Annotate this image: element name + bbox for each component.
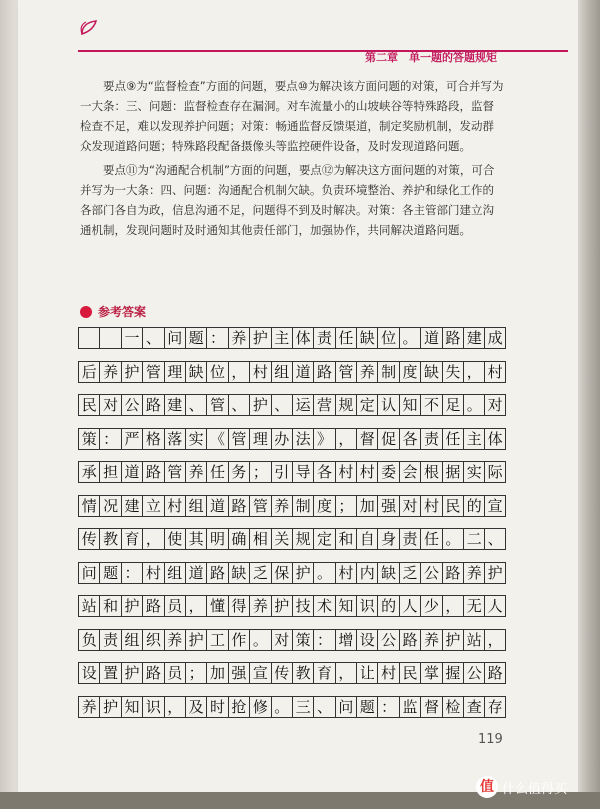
grid-cell: 养 [249, 595, 270, 617]
page-number: 119 [478, 732, 503, 747]
grid-cell: 负 [78, 629, 99, 651]
grid-cell: 问 [335, 696, 356, 718]
grid-cell: ， [164, 696, 185, 718]
page-right-edge [578, 0, 600, 809]
grid-cell: 护 [249, 394, 270, 416]
grid-cell: 养 [78, 696, 99, 718]
grid-cell: 主 [463, 428, 484, 450]
grid-cell: 传 [271, 662, 292, 684]
grid-cell: 组 [121, 629, 142, 651]
grid-cell: ， [463, 361, 484, 383]
grid-cell: 护 [121, 595, 142, 617]
grid-cell: 养 [99, 361, 120, 383]
grid-cell: 育 [313, 662, 334, 684]
grid-row [78, 595, 506, 629]
grid-cell: 护 [185, 629, 206, 651]
grid-cell: 村 [484, 361, 505, 383]
grid-cell: 管 [249, 495, 270, 517]
grid-cell: 存 [484, 696, 505, 718]
grid-cell: 组 [271, 361, 292, 383]
grid-cell: 。 [463, 394, 484, 416]
answer-grid [78, 327, 506, 729]
paragraph-1: 要点⑨为“监督检查”方面的问题，要点⑩为解决该方面问题的对策，可合并写为一大条：三、问题：监督检查存在漏洞。对车流量小的山坡峡谷等特殊路段，监督检查不足，难以发现养护问题；对策：畅通监督反馈渠道，制定奖励机制，发动群众发现道路问题；特殊路段配备摄像头等监控硬件设备，及时发现道路问题。 [80, 79, 504, 153]
grid-cell: 知 [399, 394, 420, 416]
grid-cell: 知 [121, 696, 142, 718]
grid-cell: 的 [463, 495, 484, 517]
grid-cell: 确 [228, 528, 249, 550]
grid-cell: 缺 [420, 361, 441, 383]
grid-cell: 、 [484, 528, 505, 550]
grid-cell: 自 [356, 528, 377, 550]
grid-row [78, 662, 506, 696]
grid-cell: 识 [142, 696, 163, 718]
grid-cell: ， [335, 662, 356, 684]
grid-cell: ： [99, 428, 120, 450]
grid-cell: 护 [271, 595, 292, 617]
grid-row [78, 562, 506, 596]
grid-cell: 掌 [420, 662, 441, 684]
grid-cell: ； [335, 495, 356, 517]
grid-cell: 公 [377, 629, 398, 651]
grid-cell: 让 [356, 662, 377, 684]
grid-cell: 内 [356, 562, 377, 584]
grid-cell: 护 [99, 696, 120, 718]
grid-cell: 认 [377, 394, 398, 416]
grid-cell: 作 [228, 629, 249, 651]
grid-cell: 落 [164, 428, 185, 450]
grid-cell: 会 [399, 461, 420, 483]
grid-cell: 路 [399, 629, 420, 651]
grid-row [78, 629, 506, 663]
grid-cell: 实 [463, 461, 484, 483]
grid-cell: 严 [121, 428, 142, 450]
grid-cell: ， [185, 595, 206, 617]
grid-cell: 加 [206, 662, 227, 684]
grid-cell: 法 [292, 428, 313, 450]
grid-cell: 站 [78, 595, 99, 617]
grid-cell: 公 [420, 562, 441, 584]
grid-cell: 立 [142, 495, 163, 517]
grid-row [78, 528, 506, 562]
grid-row [78, 461, 506, 495]
grid-cell: 和 [335, 528, 356, 550]
grid-cell: 护 [121, 361, 142, 383]
grid-cell: 宣 [249, 662, 270, 684]
grid-cell: 路 [142, 595, 163, 617]
grid-cell: 成 [484, 327, 505, 349]
grid-cell: 道 [292, 361, 313, 383]
grid-cell: 失 [442, 361, 463, 383]
grid-cell: 体 [484, 428, 505, 450]
grid-cell: 组 [185, 495, 206, 517]
grid-cell: 员 [164, 662, 185, 684]
grid-cell: 教 [99, 528, 120, 550]
grid-row [78, 394, 506, 428]
grid-cell: 村 [420, 495, 441, 517]
grid-cell: 导 [292, 461, 313, 483]
grid-cell: 不 [420, 394, 441, 416]
grid-cell: 村 [164, 495, 185, 517]
bullet-dot-icon [80, 306, 92, 318]
grid-row [78, 696, 506, 730]
grid-cell: 足 [442, 394, 463, 416]
grid-cell: 。 [249, 629, 270, 651]
grid-cell: 责 [420, 428, 441, 450]
grid-cell: 、 [228, 394, 249, 416]
grid-cell: 道 [121, 461, 142, 483]
grid-cell: ； [249, 461, 270, 483]
grid-cell: 路 [142, 461, 163, 483]
grid-cell: 况 [99, 495, 120, 517]
grid-cell: 题 [99, 562, 120, 584]
grid-cell: 护 [484, 562, 505, 584]
grid-cell: ： [206, 327, 227, 349]
grid-cell: 保 [271, 562, 292, 584]
grid-cell: 。 [399, 327, 420, 349]
grid-cell: 道 [185, 562, 206, 584]
grid-cell: 养 [271, 495, 292, 517]
grid-cell: 各 [399, 428, 420, 450]
grid-cell: 任 [420, 528, 441, 550]
grid-cell: 技 [292, 595, 313, 617]
grid-cell: 度 [399, 361, 420, 383]
grid-cell: 缺 [185, 361, 206, 383]
grid-cell: 管 [164, 461, 185, 483]
grid-cell: 任 [206, 461, 227, 483]
grid-cell: 养 [185, 461, 206, 483]
grid-cell: 一 [121, 327, 142, 349]
grid-cell: 据 [442, 461, 463, 483]
page-left-edge [0, 0, 18, 809]
grid-cell: 建 [463, 327, 484, 349]
grid-cell: 促 [377, 428, 398, 450]
grid-cell: ： [121, 562, 142, 584]
grid-cell: 道 [420, 327, 441, 349]
grid-cell: 。 [442, 528, 463, 550]
grid-cell: 养 [356, 361, 377, 383]
grid-cell: 身 [377, 528, 398, 550]
grid-cell: 人 [399, 595, 420, 617]
grid-cell: 督 [420, 696, 441, 718]
grid-cell: 加 [356, 495, 377, 517]
grid-cell: 工 [206, 629, 227, 651]
grid-cell: 后 [78, 361, 99, 383]
grid-cell: 对 [99, 394, 120, 416]
grid-cell: ， [142, 528, 163, 550]
grid-cell: 术 [313, 595, 334, 617]
grid-cell: 制 [377, 361, 398, 383]
grid-cell: 管 [142, 361, 163, 383]
grid-cell: 及 [185, 696, 206, 718]
answer-title: 参考答案 [98, 305, 147, 319]
grid-cell: 知 [335, 595, 356, 617]
grid-cell: 担 [99, 461, 120, 483]
grid-cell: 问 [164, 327, 185, 349]
grid-cell: 村 [356, 461, 377, 483]
grid-cell: ， [335, 428, 356, 450]
grid-cell: 情 [78, 495, 99, 517]
grid-cell: 理 [249, 428, 270, 450]
grid-cell: 村 [249, 361, 270, 383]
grid-row [78, 495, 506, 529]
grid-cell: 和 [99, 595, 120, 617]
grid-cell: ， [228, 361, 249, 383]
grid-cell: 建 [121, 495, 142, 517]
grid-cell: 修 [249, 696, 270, 718]
grid-cell: 公 [463, 662, 484, 684]
grid-cell: 少 [420, 595, 441, 617]
grid-cell: 二 [463, 528, 484, 550]
grid-cell: 际 [484, 461, 505, 483]
grid-cell: 三 [292, 696, 313, 718]
grid-cell: 相 [249, 528, 270, 550]
grid-cell: 养 [228, 327, 249, 349]
grid-cell: 》 [313, 428, 334, 450]
grid-cell: 规 [335, 394, 356, 416]
grid-cell: 增 [335, 629, 356, 651]
grid-cell [99, 327, 120, 349]
grid-cell: 问 [78, 562, 99, 584]
grid-cell: 养 [463, 562, 484, 584]
grid-row [78, 361, 506, 395]
grid-cell: 护 [442, 629, 463, 651]
grid-cell: 站 [463, 629, 484, 651]
grid-cell: 责 [313, 327, 334, 349]
grid-cell: 位 [377, 327, 398, 349]
leaf-icon [78, 18, 100, 36]
watermark-text: 什么值得买 [502, 781, 568, 797]
grid-cell: 管 [228, 428, 249, 450]
grid-cell: 村 [142, 562, 163, 584]
grid-cell: 运 [292, 394, 313, 416]
grid-cell: 养 [420, 629, 441, 651]
grid-cell: 管 [206, 394, 227, 416]
grid-cell: 委 [377, 461, 398, 483]
grid-cell [78, 327, 99, 349]
grid-cell: 缺 [356, 327, 377, 349]
grid-cell: 定 [356, 394, 377, 416]
grid-cell: 得 [228, 595, 249, 617]
grid-cell: 育 [121, 528, 142, 550]
grid-cell: 关 [271, 528, 292, 550]
grid-cell: 路 [206, 562, 227, 584]
grid-cell: 制 [292, 495, 313, 517]
grid-cell: 公 [121, 394, 142, 416]
grid-cell: 路 [142, 394, 163, 416]
grid-row [78, 428, 506, 462]
grid-cell: 组 [164, 562, 185, 584]
grid-cell: 设 [78, 662, 99, 684]
grid-cell: 强 [228, 662, 249, 684]
grid-cell: 对 [271, 629, 292, 651]
grid-cell: 规 [292, 528, 313, 550]
grid-cell: 路 [313, 361, 334, 383]
grid-cell: 体 [292, 327, 313, 349]
grid-cell: 时 [206, 696, 227, 718]
grid-cell: ， [442, 595, 463, 617]
grid-cell: 路 [442, 562, 463, 584]
grid-row [78, 327, 506, 361]
grid-cell: 其 [185, 528, 206, 550]
grid-cell: 道 [206, 495, 227, 517]
grid-cell: 无 [463, 595, 484, 617]
grid-cell: 查 [463, 696, 484, 718]
grid-cell: 民 [399, 662, 420, 684]
grid-cell: 员 [164, 595, 185, 617]
grid-cell: 营 [313, 394, 334, 416]
grid-cell: 强 [377, 495, 398, 517]
grid-cell: 题 [185, 327, 206, 349]
grid-cell: 宣 [484, 495, 505, 517]
grid-cell: ， [484, 629, 505, 651]
chapter-title: 第二章 单一题的答题规矩 [365, 51, 497, 64]
grid-cell: 抢 [228, 696, 249, 718]
grid-cell: 懂 [206, 595, 227, 617]
grid-cell: 、 [185, 394, 206, 416]
grid-cell: 护 [292, 562, 313, 584]
grid-cell: 实 [185, 428, 206, 450]
grid-cell: 。 [313, 562, 334, 584]
grid-cell: 策 [292, 629, 313, 651]
grid-cell: 《 [206, 428, 227, 450]
answer-heading [80, 303, 146, 320]
grid-cell: 定 [313, 528, 334, 550]
grid-cell: 路 [142, 662, 163, 684]
grid-cell: 置 [99, 662, 120, 684]
grid-cell: 的 [377, 595, 398, 617]
grid-cell: 督 [356, 428, 377, 450]
grid-cell: 管 [335, 361, 356, 383]
grid-cell: ； [185, 662, 206, 684]
grid-cell: 民 [442, 495, 463, 517]
grid-cell: 、 [313, 696, 334, 718]
grid-cell: 路 [228, 495, 249, 517]
grid-cell: 缺 [377, 562, 398, 584]
grid-cell: ： [313, 629, 334, 651]
grid-cell: 教 [292, 662, 313, 684]
grid-cell: 责 [399, 528, 420, 550]
grid-cell: 织 [142, 629, 163, 651]
grid-cell: 检 [442, 696, 463, 718]
grid-cell: 策 [78, 428, 99, 450]
grid-cell: 识 [356, 595, 377, 617]
watermark-logo-icon: 值 [476, 776, 498, 798]
grid-cell: 责 [99, 629, 120, 651]
grid-cell: 办 [271, 428, 292, 450]
grid-cell: 、 [271, 394, 292, 416]
grid-cell: 路 [484, 662, 505, 684]
grid-cell: 缺 [228, 562, 249, 584]
grid-cell: 村 [335, 562, 356, 584]
explanation-text [80, 76, 505, 244]
grid-cell: 路 [442, 327, 463, 349]
grid-cell: 承 [78, 461, 99, 483]
grid-cell: 护 [121, 662, 142, 684]
grid-cell: 传 [78, 528, 99, 550]
grid-cell: 格 [142, 428, 163, 450]
grid-cell: 主 [271, 327, 292, 349]
grid-cell: 建 [164, 394, 185, 416]
grid-cell: 握 [442, 662, 463, 684]
grid-cell: 村 [335, 461, 356, 483]
grid-cell: 设 [356, 629, 377, 651]
grid-cell: 护 [249, 327, 270, 349]
grid-cell: ： [377, 696, 398, 718]
grid-cell: 明 [206, 528, 227, 550]
grid-cell: 务 [228, 461, 249, 483]
grid-cell: 任 [335, 327, 356, 349]
grid-cell: 对 [399, 495, 420, 517]
grid-cell: 根 [420, 461, 441, 483]
paragraph-2: 要点⑪为“沟通配合机制”方面的问题，要点⑫为解决这方面问题的对策，可合并写为一大条：四、问题：沟通配合机制欠缺。负责环境整治、养护和绿化工作的各部门各自为政，信息沟通不足，问题得不到及时解决。对策：各主管部门建立沟通机制，发现问题时及时通知其他责任部门，加强协作，共同解决道路问题。 [80, 163, 495, 237]
grid-cell: 度 [313, 495, 334, 517]
watermark [476, 776, 567, 798]
grid-cell: 位 [206, 361, 227, 383]
grid-cell: 监 [399, 696, 420, 718]
grid-cell: 题 [356, 696, 377, 718]
grid-cell: 。 [271, 696, 292, 718]
grid-cell: 养 [164, 629, 185, 651]
grid-cell: 民 [78, 394, 99, 416]
grid-cell: 人 [484, 595, 505, 617]
grid-cell: 任 [442, 428, 463, 450]
grid-cell: 村 [377, 662, 398, 684]
grid-cell: 乏 [249, 562, 270, 584]
grid-cell: 使 [164, 528, 185, 550]
grid-cell: 各 [313, 461, 334, 483]
grid-cell: 引 [271, 461, 292, 483]
grid-cell: 乏 [399, 562, 420, 584]
grid-cell: 理 [164, 361, 185, 383]
grid-cell: 、 [142, 327, 163, 349]
grid-cell: 对 [484, 394, 505, 416]
